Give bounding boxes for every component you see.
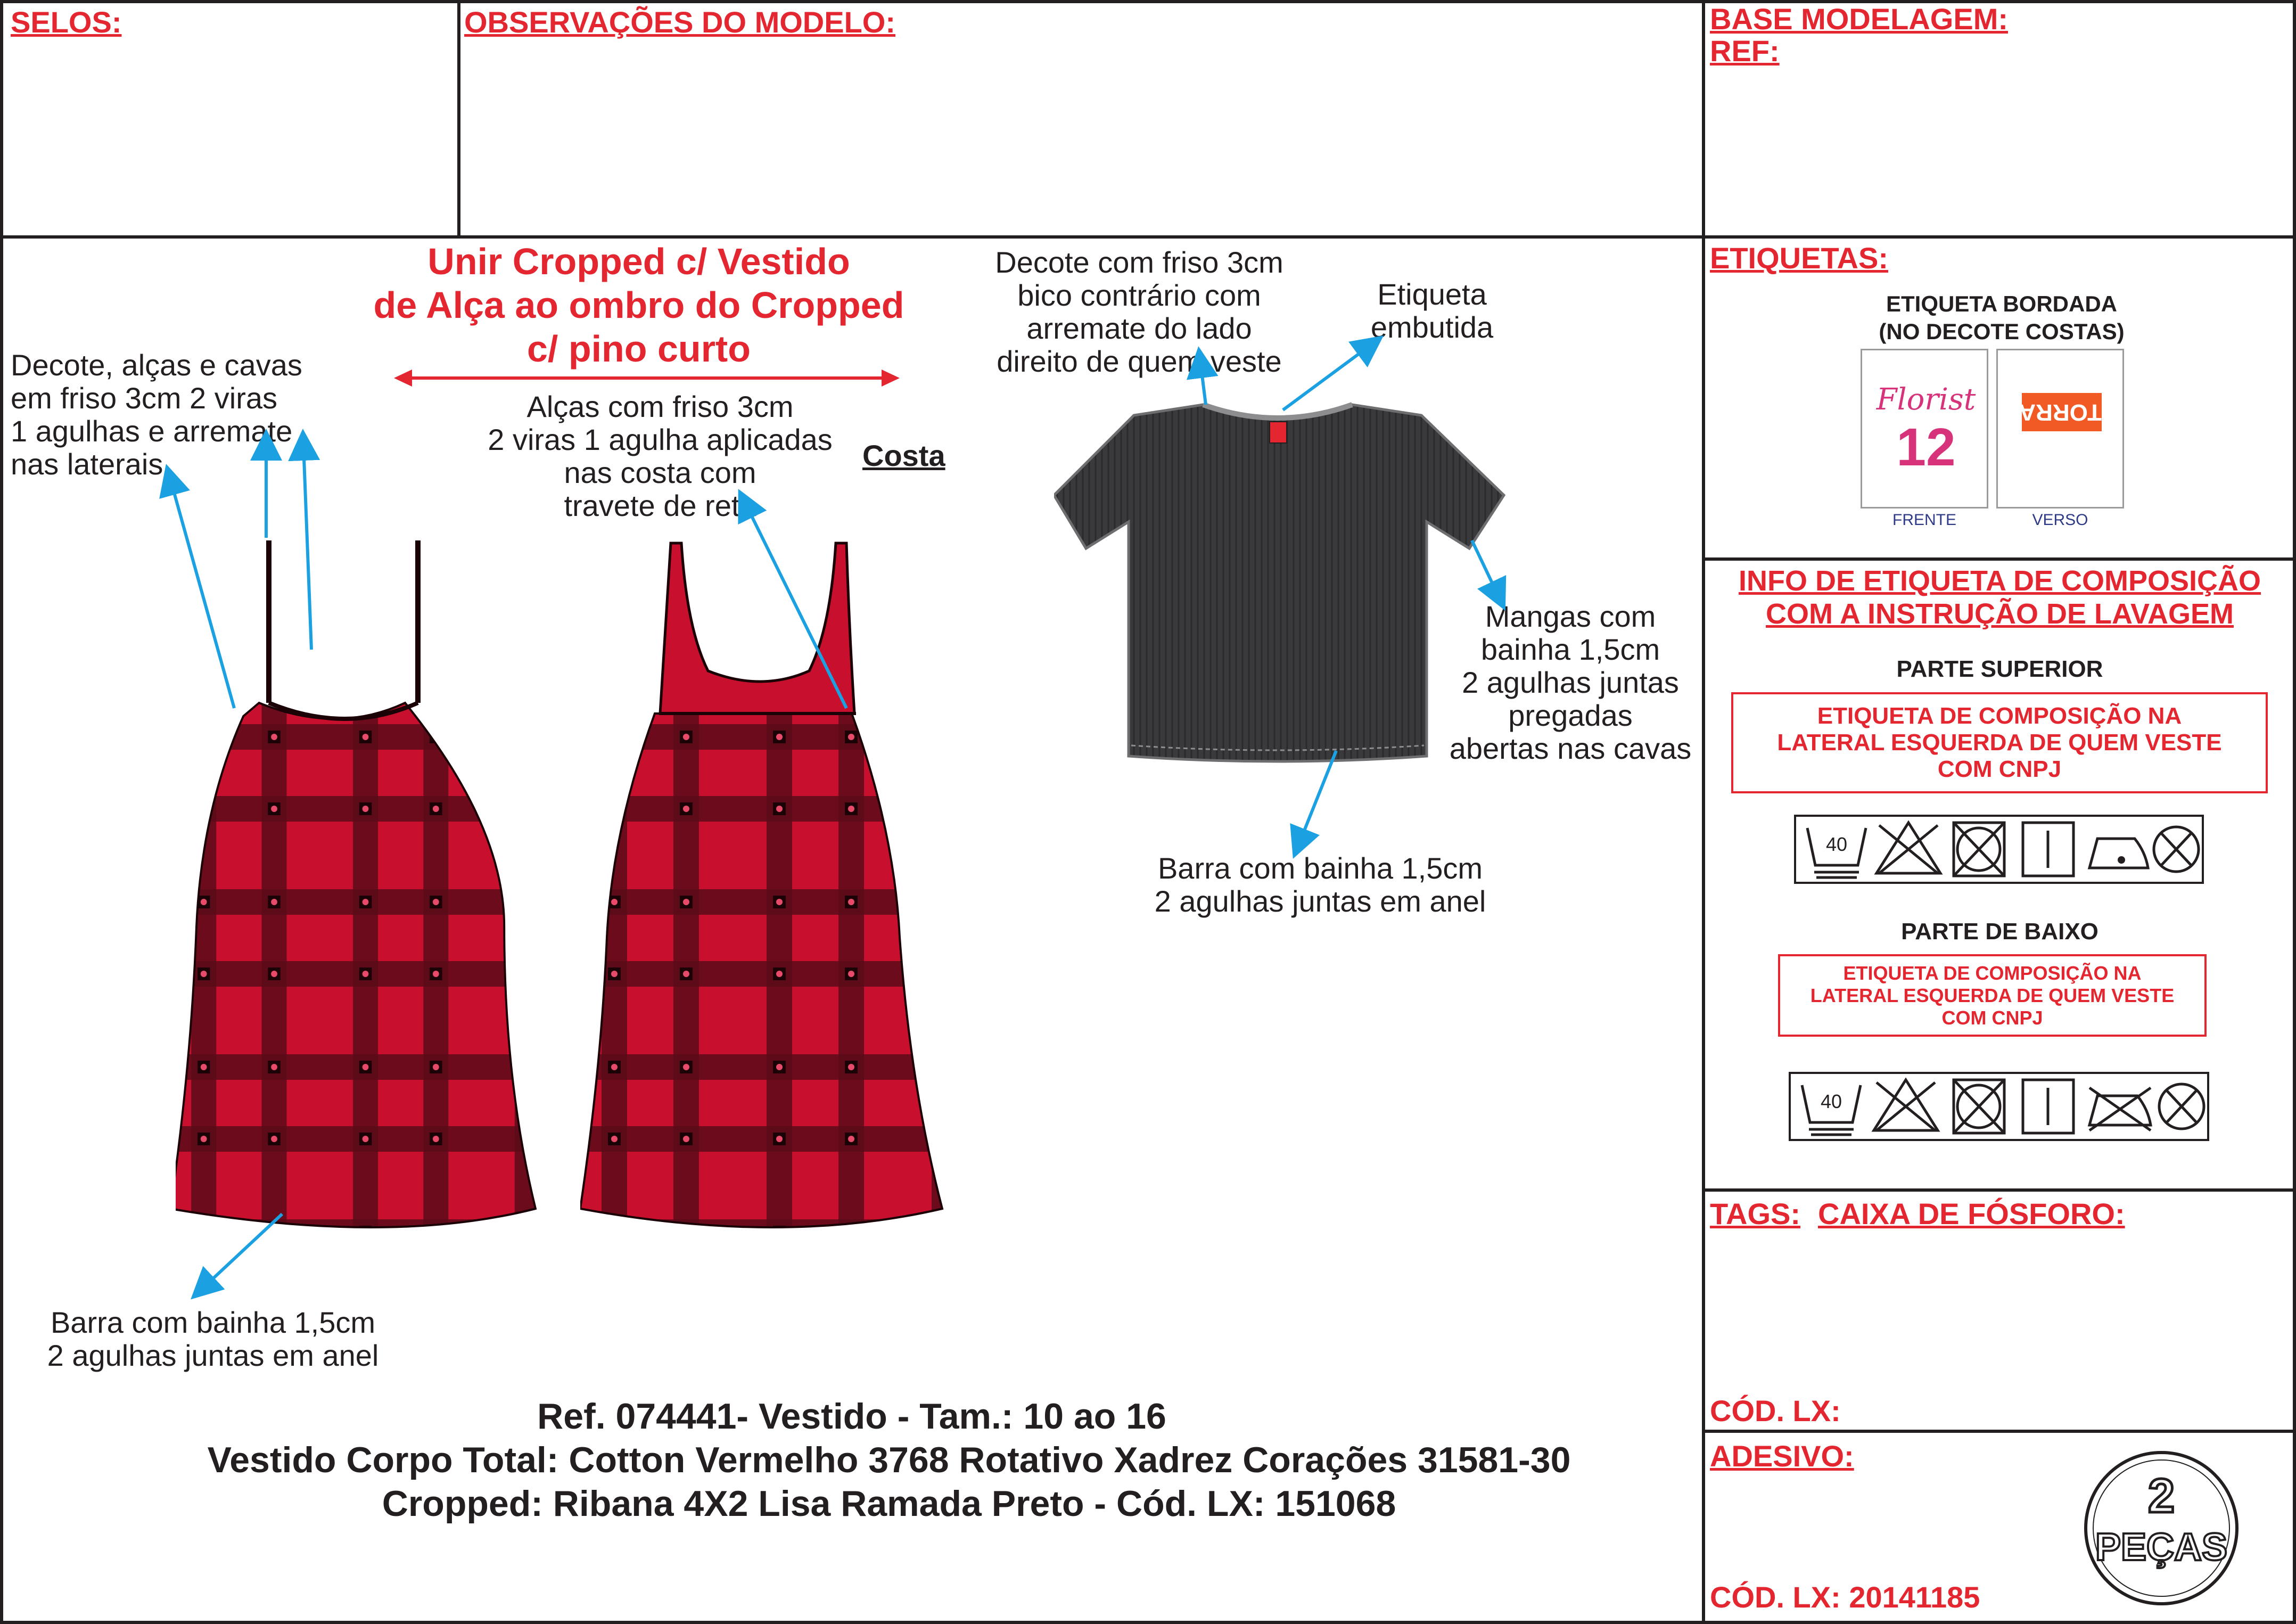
note-barra-cropped: Barra com bainha 1,5cm 2 agulhas juntas em anel bbox=[1154, 851, 1486, 918]
base-modelagem-label: BASE MODELAGEM: bbox=[1710, 2, 2008, 36]
adesivo-label: ADESIVO: bbox=[1710, 1439, 1854, 1473]
composicao-baixo-box: ETIQUETA DE COMPOSIÇÃO NA LATERAL ESQUERDA DE QUEM VESTE COM CNPJ bbox=[1778, 954, 2207, 1037]
seal-text: PEÇAS bbox=[2095, 1526, 2228, 1569]
composicao-superior-box: ETIQUETA DE COMPOSIÇÃO NA LATERAL ESQUERDA DE QUEM VESTE COM CNPJ bbox=[1731, 692, 2268, 793]
tags-label: TAGS: bbox=[1710, 1197, 1801, 1231]
seal-number: 2 bbox=[2147, 1470, 2175, 1523]
design-title: Unir Cropped c/ Vestido de Alça ao ombro do Cropped c/ pino curto bbox=[373, 241, 904, 370]
note-barra-vestido: Barra com bainha 1,5cm 2 agulhas juntas em anel bbox=[47, 1306, 379, 1372]
note-decote-cropped: Decote com friso 3cm bico contrário com arremate do lado direito de quem veste bbox=[995, 245, 1283, 378]
back-brand: TORRA bbox=[2022, 393, 2102, 431]
verso-label: VERSO bbox=[2032, 511, 2088, 529]
note-mangas: Mangas com bainha 1,5cm 2 agulhas juntas pregadas abertas nas cavas bbox=[1449, 600, 1692, 765]
wash-symbols-baixo bbox=[1789, 1072, 2209, 1141]
parte-superior-label: PARTE SUPERIOR bbox=[1896, 656, 2103, 682]
caixa-fosforo-label: CAIXA DE FÓSFORO: bbox=[1818, 1197, 2125, 1231]
ref-label: REF: bbox=[1710, 34, 1780, 68]
spec-vestido-line: Vestido Corpo Total: Cotton Vermelho 3768 Rotativo Xadrez Corações 31581-30 bbox=[207, 1440, 1571, 1480]
note-alcas-friso: Alças com friso 3cm 2 viras 1 agulha aplicadas nas costa com travete de reta bbox=[488, 390, 833, 522]
etiquetas-label: ETIQUETAS: bbox=[1710, 241, 1888, 275]
adesivo-cod-lx: CÓD. LX: 20141185 bbox=[1710, 1580, 1980, 1614]
front-brand: Florist bbox=[1876, 382, 1976, 417]
frente-label: FRENTE bbox=[1892, 511, 1956, 529]
note-decote-alcas: Decote, alças e cavas em friso 3cm 2 viras 1 agulhas e arremate nas laterais bbox=[11, 348, 302, 481]
selos-label: SELOS: bbox=[11, 5, 122, 39]
label-front bbox=[1861, 349, 1988, 508]
etiqueta-bordada-title: ETIQUETA BORDADA (NO DECOTE COSTAS) bbox=[1879, 291, 2125, 344]
spec-ref-line: Ref. 074441- Vestido - Tam.: 10 ao 16 bbox=[537, 1396, 1166, 1437]
wash-symbols-superior bbox=[1794, 815, 2204, 884]
wash-temp-superior: 40 bbox=[1825, 833, 1848, 855]
observacoes-label: OBSERVAÇÕES DO MODELO: bbox=[464, 5, 896, 39]
two-pieces-seal bbox=[2081, 1448, 2241, 1608]
spec-cropped-line: Cropped: Ribana 4X2 Lisa Ramada Preto - Cód. LX: 151068 bbox=[382, 1483, 1396, 1524]
front-size: 12 bbox=[1896, 417, 1956, 477]
tags-cod-lx-label: CÓD. LX: bbox=[1710, 1394, 1841, 1428]
note-etiqueta-embutida: Etiqueta embutida bbox=[1370, 277, 1494, 344]
wash-temp-baixo: 40 bbox=[1820, 1090, 1842, 1112]
costa-label: Costa bbox=[862, 439, 945, 472]
parte-baixo-label: PARTE DE BAIXO bbox=[1901, 918, 2099, 945]
composicao-title: INFO DE ETIQUETA DE COMPOSIÇÃO COM A INSTRUÇÃO DE LAVAGEM bbox=[1738, 565, 2261, 630]
label-back bbox=[1996, 349, 2124, 508]
